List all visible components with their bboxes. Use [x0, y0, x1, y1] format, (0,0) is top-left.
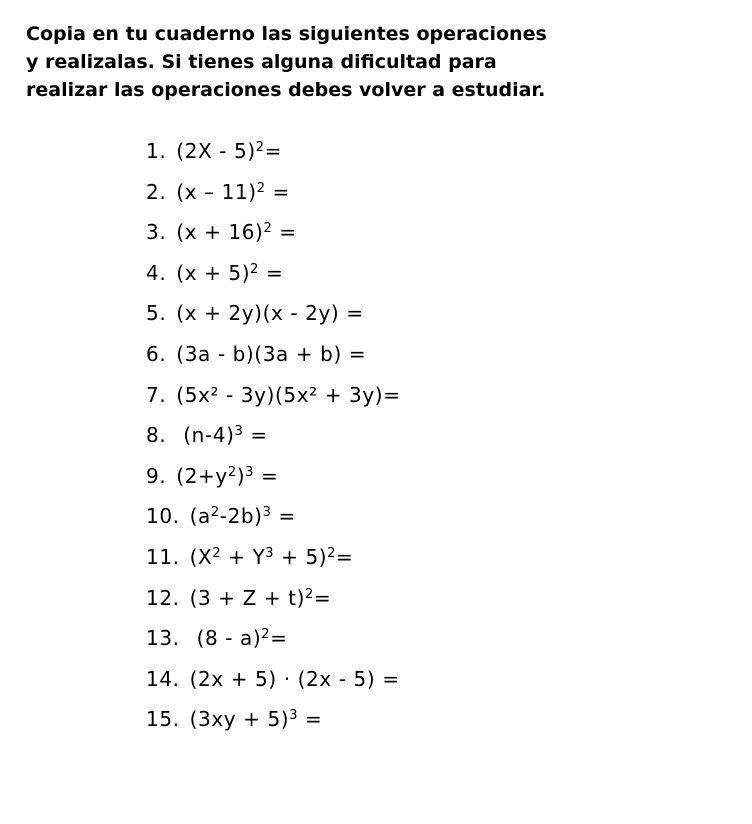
exercise-number: 6. — [146, 341, 167, 366]
exercise-list — [146, 131, 401, 740]
exercise-expression — [190, 707, 323, 731]
exercise-item — [146, 618, 401, 659]
exercise-expression — [176, 301, 363, 325]
exponent: 2 — [255, 140, 265, 155]
exercise-item — [146, 456, 401, 497]
exponent: 2 — [261, 627, 271, 643]
exercise-expression — [176, 139, 282, 163]
exercise-number: 14. — [146, 666, 180, 691]
exercise-number: 13. — [146, 626, 180, 651]
exercise-item — [146, 253, 401, 294]
expression-text: (3xy + 5) — [189, 707, 290, 732]
exercise-number: 9. — [146, 463, 167, 488]
exercise-item — [146, 293, 401, 334]
exercise-number: 3. — [146, 220, 167, 245]
instructions-line-2: y realizalas. Si tienes alguna dificultad para — [26, 51, 497, 73]
exercise-item — [146, 496, 401, 537]
expression-text: (2x + 5) · (2x - 5) = — [189, 666, 400, 691]
exponent: 3 — [262, 505, 272, 521]
exercise-number: 11. — [146, 544, 180, 569]
expression-text: = — [313, 585, 332, 610]
exponent: 2 — [210, 505, 220, 521]
expression-text: = — [265, 179, 290, 204]
exercise-expression — [176, 464, 278, 488]
expression-text: (a — [189, 504, 211, 529]
expression-text: (3a - b)(3a + b) = — [176, 341, 367, 366]
exponent: 2 — [250, 261, 260, 277]
exercise-number: 10. — [146, 504, 180, 529]
expression-text: = — [264, 139, 283, 163]
exercise-item — [146, 375, 401, 416]
expression-text: -2b) — [219, 504, 263, 529]
expression-text: = — [336, 544, 354, 569]
exercise-expression — [190, 504, 296, 528]
exercise-item — [146, 212, 401, 253]
exercise-expression — [190, 586, 332, 610]
exercise-expression — [190, 545, 354, 569]
expression-text: ) — [236, 463, 246, 488]
exercise-item — [146, 537, 401, 578]
expression-text: (3 + Z + t) — [189, 585, 306, 610]
expression-text: (n-4) — [176, 423, 235, 448]
expression-text: (5x² - 3y)(5x² + 3y)= — [176, 382, 401, 407]
exponent: 3 — [289, 708, 299, 724]
exponent: 3 — [265, 545, 275, 561]
expression-text: (X — [189, 544, 213, 569]
expression-text: = — [243, 423, 268, 448]
exercise-number: 15. — [146, 707, 180, 732]
exponent: 2 — [327, 545, 337, 561]
exercise-number: 8. — [146, 423, 167, 448]
exercise-expression — [176, 180, 290, 204]
exponent: 2 — [212, 545, 222, 561]
exercise-number: 5. — [146, 301, 167, 326]
exercise-item — [146, 415, 401, 456]
exercise-expression — [190, 667, 400, 691]
expression-text: (8 - a) — [189, 626, 262, 651]
expression-text: (2+y — [176, 463, 228, 488]
expression-text: = — [259, 260, 284, 285]
expression-text: = — [272, 220, 297, 245]
exponent: 2 — [227, 464, 237, 480]
expression-text: = — [270, 626, 288, 651]
exponent: 3 — [234, 424, 244, 440]
instructions-line-1: Copia en tu cuaderno las siguientes operaciones — [26, 23, 547, 45]
expression-text: (2X - 5) — [176, 139, 256, 163]
exercise-number: 12. — [146, 585, 180, 610]
exercise-item — [146, 699, 401, 740]
exercise-expression — [190, 626, 288, 650]
expression-text: + 5) — [274, 544, 328, 569]
expression-text: = — [298, 707, 323, 732]
expression-text: + Y — [221, 544, 266, 569]
expression-text: = — [253, 463, 279, 488]
expression-text: = — [271, 504, 296, 529]
exercise-expression — [176, 342, 366, 366]
exponent: 3 — [245, 464, 254, 480]
expression-text: (x + 16) — [176, 220, 264, 245]
exercise-number: 4. — [146, 260, 167, 285]
exercise-item — [146, 334, 401, 375]
exponent: 2 — [263, 221, 273, 237]
instructions-paragraph — [26, 20, 626, 104]
instructions-line-3: realizar las operaciones debes volver a estudiar. — [26, 79, 546, 101]
exercise-number: 1. — [146, 139, 167, 163]
exercise-expression — [176, 261, 283, 285]
exercise-expression — [176, 383, 400, 407]
exercise-expression — [176, 423, 267, 447]
exponent: 2 — [305, 586, 314, 602]
exercise-expression — [176, 220, 296, 244]
exercise-item — [146, 659, 401, 700]
expression-text: (x + 5) — [176, 260, 251, 285]
expression-text: (x + 2y)(x - 2y) = — [176, 301, 364, 326]
exercise-item — [146, 172, 401, 213]
expression-text: (x – 11) — [176, 179, 257, 204]
exercise-item — [146, 578, 401, 619]
exercise-number: 7. — [146, 382, 167, 407]
exercise-number: 2. — [146, 179, 167, 204]
exponent: 2 — [256, 180, 266, 196]
exercise-item — [146, 131, 401, 172]
